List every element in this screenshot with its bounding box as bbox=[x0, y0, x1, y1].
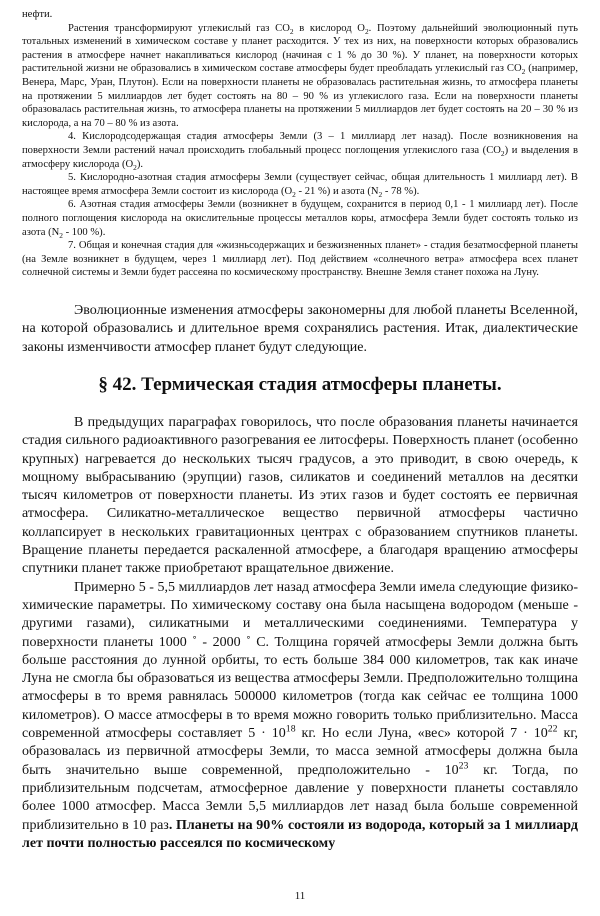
paragraph-stage-6: 6. Азотная стадия атмосферы Земли (возникнет в будущем, сохранится в период 0,1 - 1 миллиард лет). После полного поглощения кислорода на окислительные процессы металлов коры, атмосфера Земли будет состоять только из азота ($N_2 - 100$ %). bbox=[22, 199, 578, 240]
body-text-block bbox=[22, 414, 578, 853]
paragraph-conclusion: Эволюционные изменения атмосферы закономерны для любой планеты Вселенной, на которой образовались и длительное время сохранялись растения. Итак, диалектические законы изменчивости атмосфер планет будут следующие. bbox=[22, 303, 578, 355]
paragraph-stage-4: 4. Кислородсодержащая стадия атмосферы Земли (3 – 1 миллиард лет назад). После возникновения на поверхности Земли растений начал происходить глобальный процесс поглощения углекислого газа $(CO_2)$ и выделения в атмосферу кислорода $(O_2)$. bbox=[22, 131, 579, 172]
small-text-block bbox=[22, 8, 578, 280]
paragraph-continuation: нефти. bbox=[22, 9, 53, 20]
paragraph-stage-7: 7. Общая и конечная стадия для «жизньсодержащих и безжизненных планет» - стадия безатмосферной планеты (на Земле возникнет в будущем, через 1 миллиард лет). Под действием «солнечного ветра» атмосфера всех планет солнечной системы и Земли будет рассеяна по космическому пространству. Внешне Земля станет похожа на Луну. bbox=[22, 240, 578, 279]
conclusion-block bbox=[22, 302, 578, 357]
paragraph-body-1: В предыдущих параграфах говорилось, что после образования планеты начинается стадия сильного радиоактивного разогревания ее литосферы. Поверхность планет (особенно крупных) нагревается до нескольких тысяч градусов, а это приводит, в свою очередь, к мощному выбрасыванию (эрупции) газов, силикатов и соединений металлов на десятки тысяч километров от поверхности планеты. Из этих газов и будет состоять ее первичная атмосфера. Силикатно-металлическое вещество первичной атмосферы частично коллапсирует в нескольких гравитационных центрах с образованием спутников планеты. Вращение планеты передается раскаленной атмосфере, а благодаря вращению атмосферы спутники планет также приобретают вращательное движение. bbox=[22, 415, 578, 577]
paragraph-body-2: Примерно 5 - 5,5 миллиардов лет назад атмосфера Земли имела следующие физико-химические параметры. По химическому составу она была насыщена водородом (меньше - другими газами), силикатными и металлическими соединениями. Температура у поверхности планеты 1000 ˚ - 2000 ˚ С. Толщина горячей атмосферы Земли должна быть больше расстояния до лунной орбиты, то есть больше 384 000 километров, так как иначе Луна не смогла бы образоваться из вещества атмосферы Земли. Предположительно толщина атмосферы в то время равнялась 500000 километров (тогда как сейчас ее толщина 1000 километров). О массе атмосферы в то время можно говорить только приблизительно. Масса современной атмосферы составляет $5 \cdot 10^{18}$ кг. Но если Луна, «вес» которой $7 \cdot 10^{22}$ кг, образовалась из первичной атмосферы Земли, то масса земной атмосферы должна была быть значительно выше современной, предположительно - $10^{23}$ кг. Тогда, по приблизительным подсчетам, атмосферное давление у поверхности планеты составляло более 1000 атмосфер. Масса Земли 5,5 миллиардов лет назад была больше современной приблизительно в 10 раз. Планеты на 90% состояли из водорода, который за 1 миллиард лет почти полностью рассеялся по космическому bbox=[22, 579, 579, 851]
page-number: 11 bbox=[294, 890, 306, 902]
paragraph-stage-5: 5. Кислородно-азотная стадия атмосферы Земли (существует сейчас, общая длительность 1 миллиард лет). В настоящее время атмосфера Земли состоит из кислорода ($O_2 - 21$ %) и азота ($N_2 - 78$ %). bbox=[22, 172, 578, 199]
paragraph-plants-transform: Растения трансформируют углекислый газ $CO_2$ в кислород $O_2$. Поэтому дальнейший эволюционный путь тотальных изменений в химическом составе у планет расходится. У тех из них, на поверхности которых образовались растения в атмосфере начнет накапливаться кислород (начиная с 1 % до 30 %). У планет, на поверхности которых растительной жизни не образовались в химическом составе атмосферы будет преобладать углекислый газ $CO_2$ (например, Венера, Марс, Уран, Плутон). Если на поверхности планеты не образовалась растительная жизнь, то атмосфера планеты на протяжении 5 миллиардов лет будет состоять на 80 – 90 % из углекислого газа. Если на поверхности планеты образовалась растительная жизнь, то атмосфера планеты на протяжении 5 миллиардов лет будет состоять на 20 – 30 % из кислорода, а на 70 – 80 % из азота. bbox=[22, 22, 578, 129]
section-heading: § 42. Термическая стадия атмосферы планеты. bbox=[98, 374, 502, 395]
